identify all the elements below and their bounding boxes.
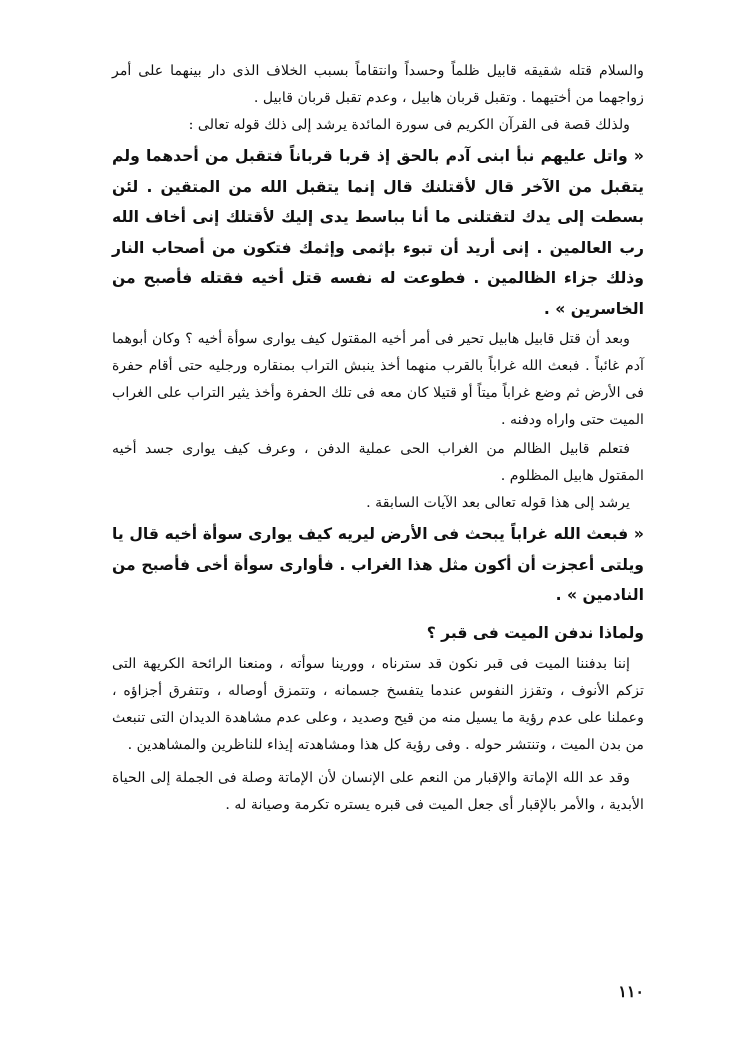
paragraph-intro: والسلام قتله شقيقه قابيل ظلماً وحسداً وانتقاماً بسبب الخلاف الذى دار بينهما على أمر زواجهما من أختيهما . وتقبل قربان هابيل ، وعدم تقبل قربان قابيل . [112, 63, 644, 106]
quran-verse-quote-2: « فبعث الله غراباً يبحث فى الأرض ليريه كيف يوارى سوأة أخيه قال يا ويلتى أعجزت أن أكون مثل هذا الغراب . فأوارى سوأة أخى فأصبح من النادمين » . [112, 525, 644, 604]
paragraph-quran-reference: ولذلك قصة فى القرآن الكريم فى سورة المائدة يرشد إلى ذلك قوله تعالى : [188, 117, 630, 133]
paragraph-crow-story: وبعد أن قتل قابيل هابيل تحير فى أمر أخيه المقتول كيف يوارى سوأة أخيه ؟ وكان أبوهما آدم غائباً . فبعث الله غراباً بالقرب منهما أخذ ينبش التراب بمنقاره ورجليه حتى أقام حفرة فى الأرض ثم وضع غراباً ميتاً أو قتيلا كان معه فى تلك الحفرة وأخذ يثير التراب على الغراب الميت حتى واراه ودفنه . [112, 331, 644, 428]
quran-verse-quote-1: « واتل عليهم نبأ ابنى آدم بالحق إذ قربا قرباناً فتقبل من أحدهما ولم يتقبل من الآخر قال لأقتلنك قال إنما يتقبل الله من المتقين . لئن بسطت إلى يدك لتقتلنى ما أنا بباسط يدى إليك لأقتلك إنى أخاف الله رب العالمين . إنى أريد أن تبوء بإثمى وإثمك فتكون من أصحاب النار وذلك جزاء الظالمين . فطوعت له نفسه قتل أخيه فقتله فأصبح من الخاسرين » . [112, 147, 644, 318]
paragraph-verse-reference: يرشد إلى هذا قوله تعالى بعد الآيات السابقة . [366, 495, 630, 511]
paragraph-burial-reasons: إننا بدفننا الميت فى قبر نكون قد سترناه ، وورينا سوأته ، ومنعنا الرائحة الكريهة التى تزكم الأنوف ، وتقزز النفوس عندما يتفسخ جسمانه ، وتتمزق أوصاله ، وتتفرق أجزاؤه ، وعملنا على عدم رؤية ما يسيل منه من قيح وصديد ، وعلى عدم مشاهدة الديدان التى تنبعث من بدن الميت ، وتنتشر حوله . وفى رؤية كل هذا ومشاهدته إيذاء للناظرين والمشاهدين . [112, 655, 644, 753]
paragraph-burial-learned: فتعلم قابيل الظالم من الغراب الحى عملية الدفن ، وعرف كيف يوارى جسد أخيه المقتول هابيل المظلوم . [112, 441, 644, 484]
paragraph-burial-blessing: وقد عد الله الإماتة والإقبار من النعم على الإنسان لأن الإماتة وصلة فى الجملة إلى الحياة الأبدية ، والأمر بالإقبار أى جعل الميت فى قبره يستره تكرمة وصيانة له . [112, 769, 644, 813]
page-number: ١١٠ [618, 982, 644, 1001]
page-body [112, 58, 644, 819]
section-heading: ولماذا ندفن الميت فى قبر ؟ [426, 623, 644, 642]
